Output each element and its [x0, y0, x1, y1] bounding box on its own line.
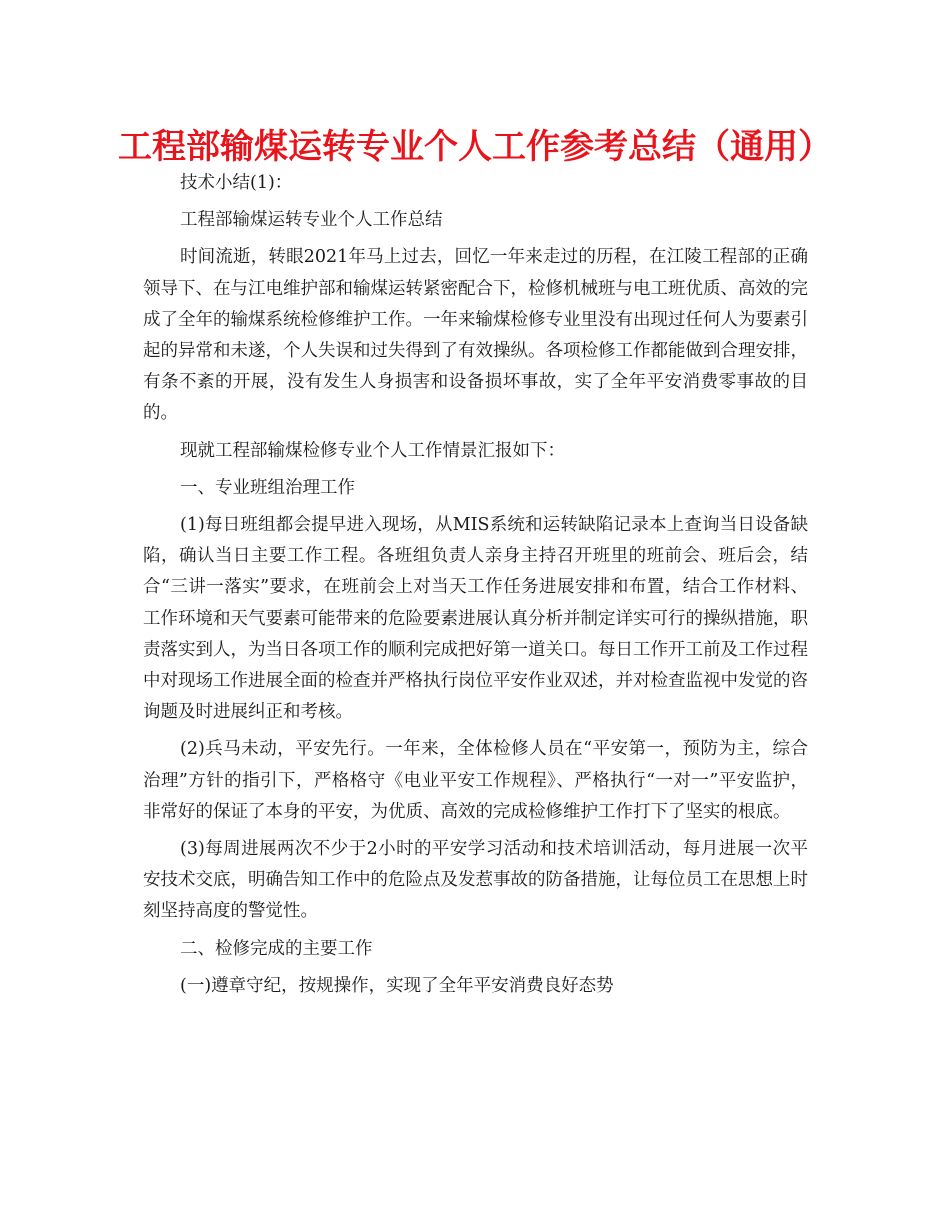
- paragraph: (2)兵马未动，平安先行。一年来，全体检修人员在“平安第一，预防为主，综合治理”方针的指引下，严格格守《电业平安工作规程》、严格执行“一对一”平安监护，非常好的保证了本身的平安，为优质、高效的完成检修维护工作打下了坚实的根底。: [143, 739, 808, 822]
- paragraph: 一、专业班组治理工作: [180, 477, 355, 498]
- paragraph: 现就工程部输煤检修专业个人工作情景汇报如下：: [180, 440, 565, 461]
- paragraph: 时间流逝，转眼2021年马上过去，回忆一年来走过的历程，在江陵工程部的正确领导下、在与江电维护部和输煤运转紧密配合下，检修机械班与电工班优质、高效的完成了全年的输煤系统检修维护工作。一年来输煤检修专业里没有出现过任何人为要素引起的异常和未遂，个人失误和过失得到了有效操纵。各项检修工作都能做到合理安排，有条不紊的开展，没有发生人身损害和设备损坏事故，实了全年平安消费零事故的目的。: [143, 247, 808, 424]
- paragraph: (3)每周进展两次不少于2小时的平安学习活动和技术培训活动，每月进展一次平安技术交底，明确告知工作中的危险点及发惹事故的防备措施，让每位员工在思想上时刻坚持高度的警觉性。: [143, 839, 808, 922]
- paragraph: (一)遵章守纪，按规操作，实现了全年平安消费良好态势: [180, 975, 614, 996]
- paragraph: 技术小结(1)：: [180, 173, 293, 193]
- document-title: 工程部输煤运转专业个人工作参考总结（通用）: [118, 127, 832, 167]
- paragraph: 工程部输煤运转专业个人工作总结: [180, 210, 443, 231]
- document-body: [143, 168, 808, 1002]
- paragraph: 二、检修完成的主要工作: [180, 938, 373, 959]
- paragraph: (1)每日班组都会提早进入现场，从MIS系统和运转缺陷记录本上查询当日设备缺陷，确认当日主要工作工程。各班组负责人亲身主持召开班里的班前会、班后会，结合“三讲一落实”要求，在班前会上对当天工作任务进展安排和布置，结合工作材料、工作环境和天气要素可能带来的危险要素进展认真分析并制定详实可行的操纵措施，职责落实到人，为当日各项工作的顺利完成把好第一道关口。每日工作开工前及工作过程中对现场工作进展全面的检查并严格执行岗位平安作业双述，并对检查监视中发觉的咨询题及时进展纠正和考核。: [143, 515, 808, 723]
